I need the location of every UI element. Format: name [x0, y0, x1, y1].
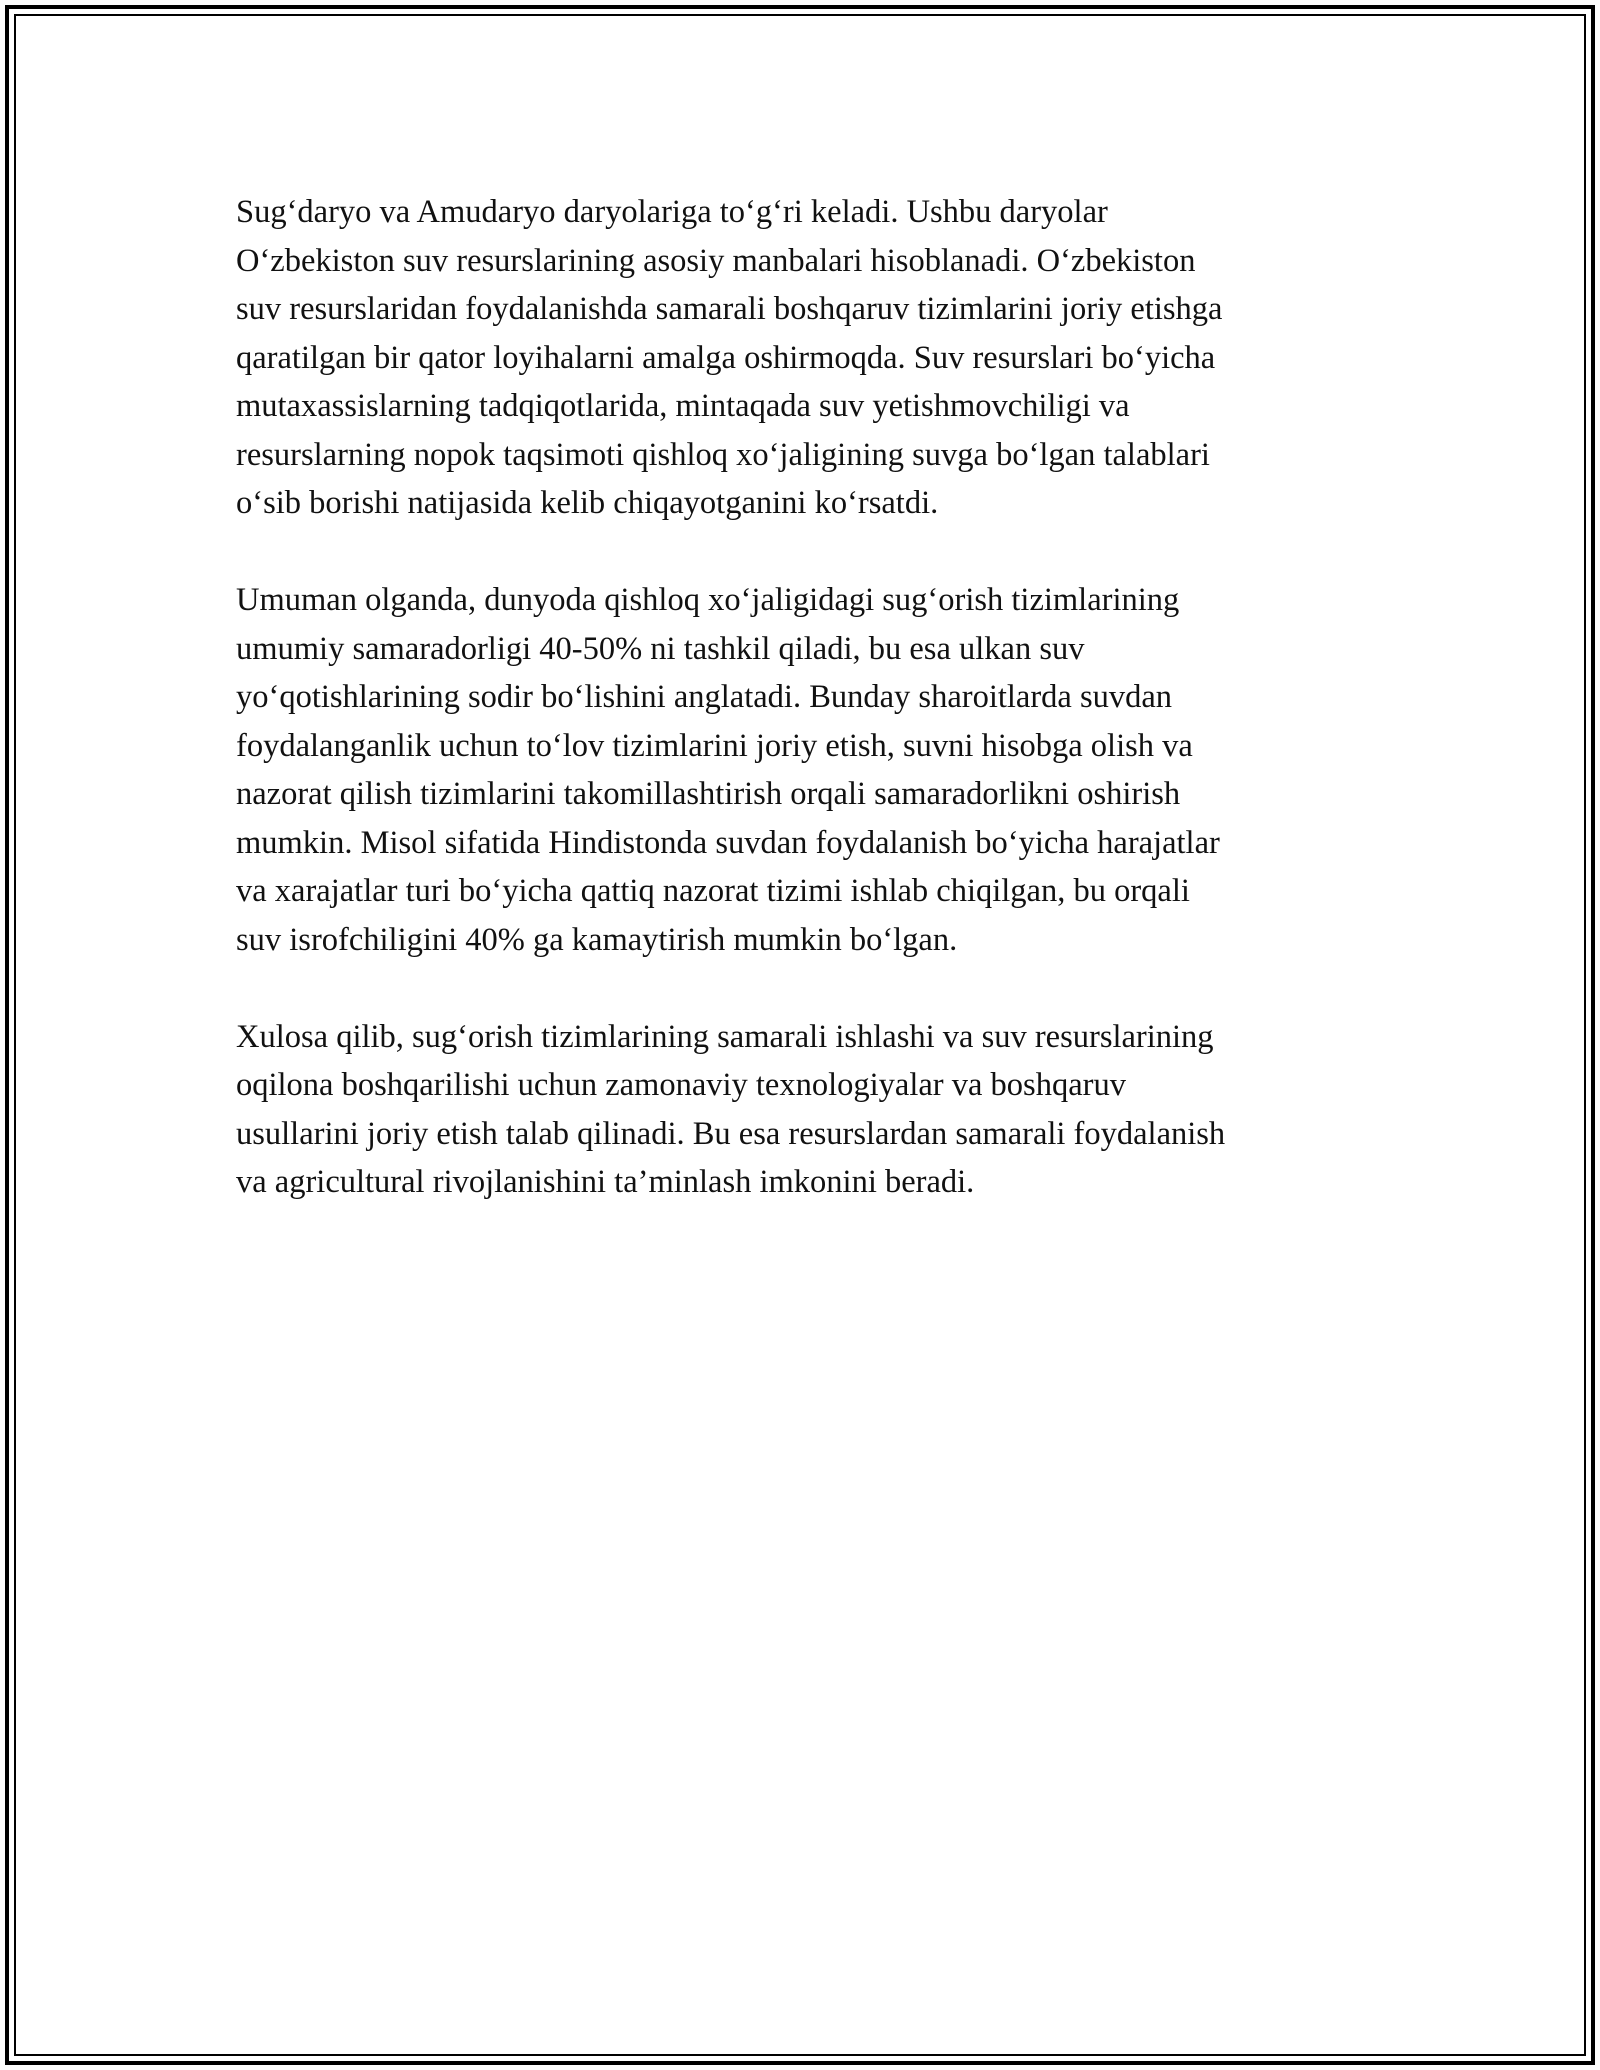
text-line: resurslarning nopok taqsimoti qishloq xo‘jaligining suvga bo‘lgan talablari [236, 436, 1210, 473]
text-line: mumkin. Misol sifatida Hindistonda suvdan foydalanish bo‘yicha harajatlar [236, 824, 1220, 861]
text-line: mutaxassislarning tadqiqotlarida, mintaqada suv yetishmovchiligi va [236, 388, 1130, 424]
text-line: usullarini joriy etish talab qilinadi. Bu esa resurslardan samarali foydalanish [236, 1115, 1226, 1152]
text-line: O‘zbekiston suv resurslarining asosiy manbalari hisoblanadi. O‘zbekiston [236, 242, 1196, 279]
text-line: va agricultural rivojlanishini ta’minlash imkonini beradi. [236, 1164, 975, 1200]
text-line: yo‘qotishlarining sodir bo‘lishini anglatadi. Bunday sharoitlarda suvdan [236, 679, 1173, 715]
paragraph-3 [236, 1013, 1366, 1207]
document-body [236, 188, 1366, 1255]
text-line: umumiy samaradorligi 40-50% ni tashkil qiladi, bu esa ulkan suv [236, 630, 1085, 667]
text-line: Sug‘daryo va Amudaryo daryolariga to‘g‘ri keladi. Ushbu daryolar [236, 194, 1108, 230]
paragraph-1 [236, 188, 1366, 528]
text-line: Umuman olganda, dunyoda qishloq xo‘jaligidagi sug‘orish tizimlarining [236, 582, 1180, 618]
text-line: foydalanganlik uchun to‘lov tizimlarini joriy etish, suvni hisobga olish va [236, 727, 1193, 764]
text-line: Xulosa qilib, sug‘orish tizimlarining samarali ishlashi va suv resurslarining [236, 1018, 1214, 1055]
text-line: oqilona boshqarilishi uchun zamonaviy texnologiyalar va boshqaruv [236, 1067, 1126, 1103]
text-line: suv resurslaridan foydalanishda samarali boshqaruv tizimlarini joriy etishga [236, 291, 1223, 327]
text-line: suv isrofchiligini 40% ga kamaytirish mumkin bo‘lgan. [236, 921, 958, 958]
text-line: qaratilgan bir qator loyihalarni amalga oshirmoqda. Suv resurslari bo‘yicha [236, 339, 1216, 376]
text-line: nazorat qilish tizimlarini takomillashtirish orqali samaradorlikni oshirish [236, 776, 1181, 812]
paragraph-2 [236, 576, 1366, 964]
text-line: va xarajatlar turi bo‘yicha qattiq nazorat tizimi ishlab chiqilgan, bu orqali [236, 873, 1190, 909]
text-line: o‘sib borishi natijasida kelib chiqayotganini ko‘rsatdi. [236, 485, 939, 521]
